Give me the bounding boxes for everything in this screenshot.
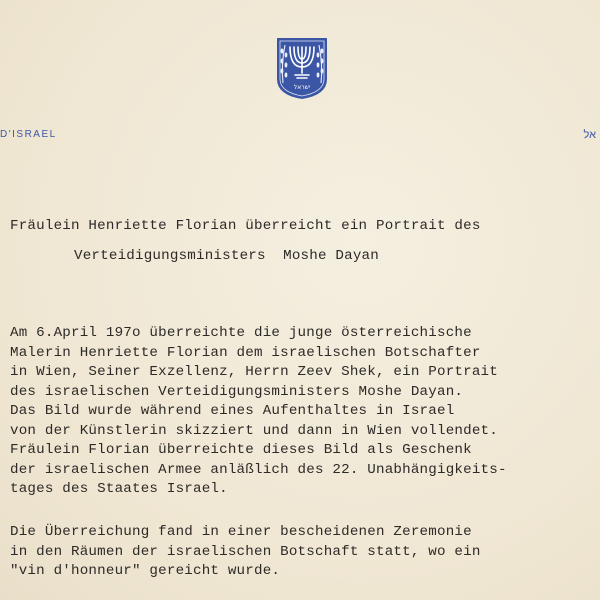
- document-title-line-1: Fräulein Henriette Florian überreicht ein Portrait des: [10, 218, 481, 234]
- paragraph-line: Fräulein Florian überreichte dieses Bild als Geschenk: [10, 442, 472, 458]
- paragraph-1: [10, 324, 507, 500]
- letterhead-right-text: אל: [583, 129, 596, 141]
- paragraph-line: des israelischen Verteidigungsministers Moshe Dayan.: [10, 383, 464, 400]
- document-title-line-2: Verteidigungsministers Moshe Dayan: [74, 248, 379, 264]
- paragraph-line: tages des Staates Israel.: [10, 481, 228, 497]
- paragraph-2: [10, 523, 481, 582]
- paragraph-line: Die Überreichung fand in einer bescheidenen Zeremonie: [10, 524, 472, 540]
- paragraph-line: Das Bild wurde während eines Aufenthaltes in Israel: [10, 403, 455, 419]
- paragraph-line: in Wien, Seiner Exzellenz, Herrn Zeev Shek, ein Portrait: [10, 364, 498, 380]
- paragraph-line: in den Räumen der israelischen Botschaft statt, wo ein: [10, 543, 481, 560]
- paragraph-line: "vin d'honneur" gereicht wurde.: [10, 563, 281, 579]
- paragraph-line: Am 6.April 197o überreichte die junge österreichische: [10, 325, 472, 341]
- menorah-emblem-icon: [274, 35, 330, 101]
- letterhead-left-text: D'ISRAEL: [0, 129, 57, 140]
- svg-text:ישראל: ישראל: [293, 84, 311, 91]
- paragraph-line: der israelischen Armee anläßlich des 22. Unabhängigkeits-: [10, 461, 507, 478]
- paragraph-line: Malerin Henriette Florian dem israelischen Botschafter: [10, 344, 481, 361]
- paragraph-line: von der Künstlerin skizziert und dann in Wien vollendet.: [10, 422, 498, 439]
